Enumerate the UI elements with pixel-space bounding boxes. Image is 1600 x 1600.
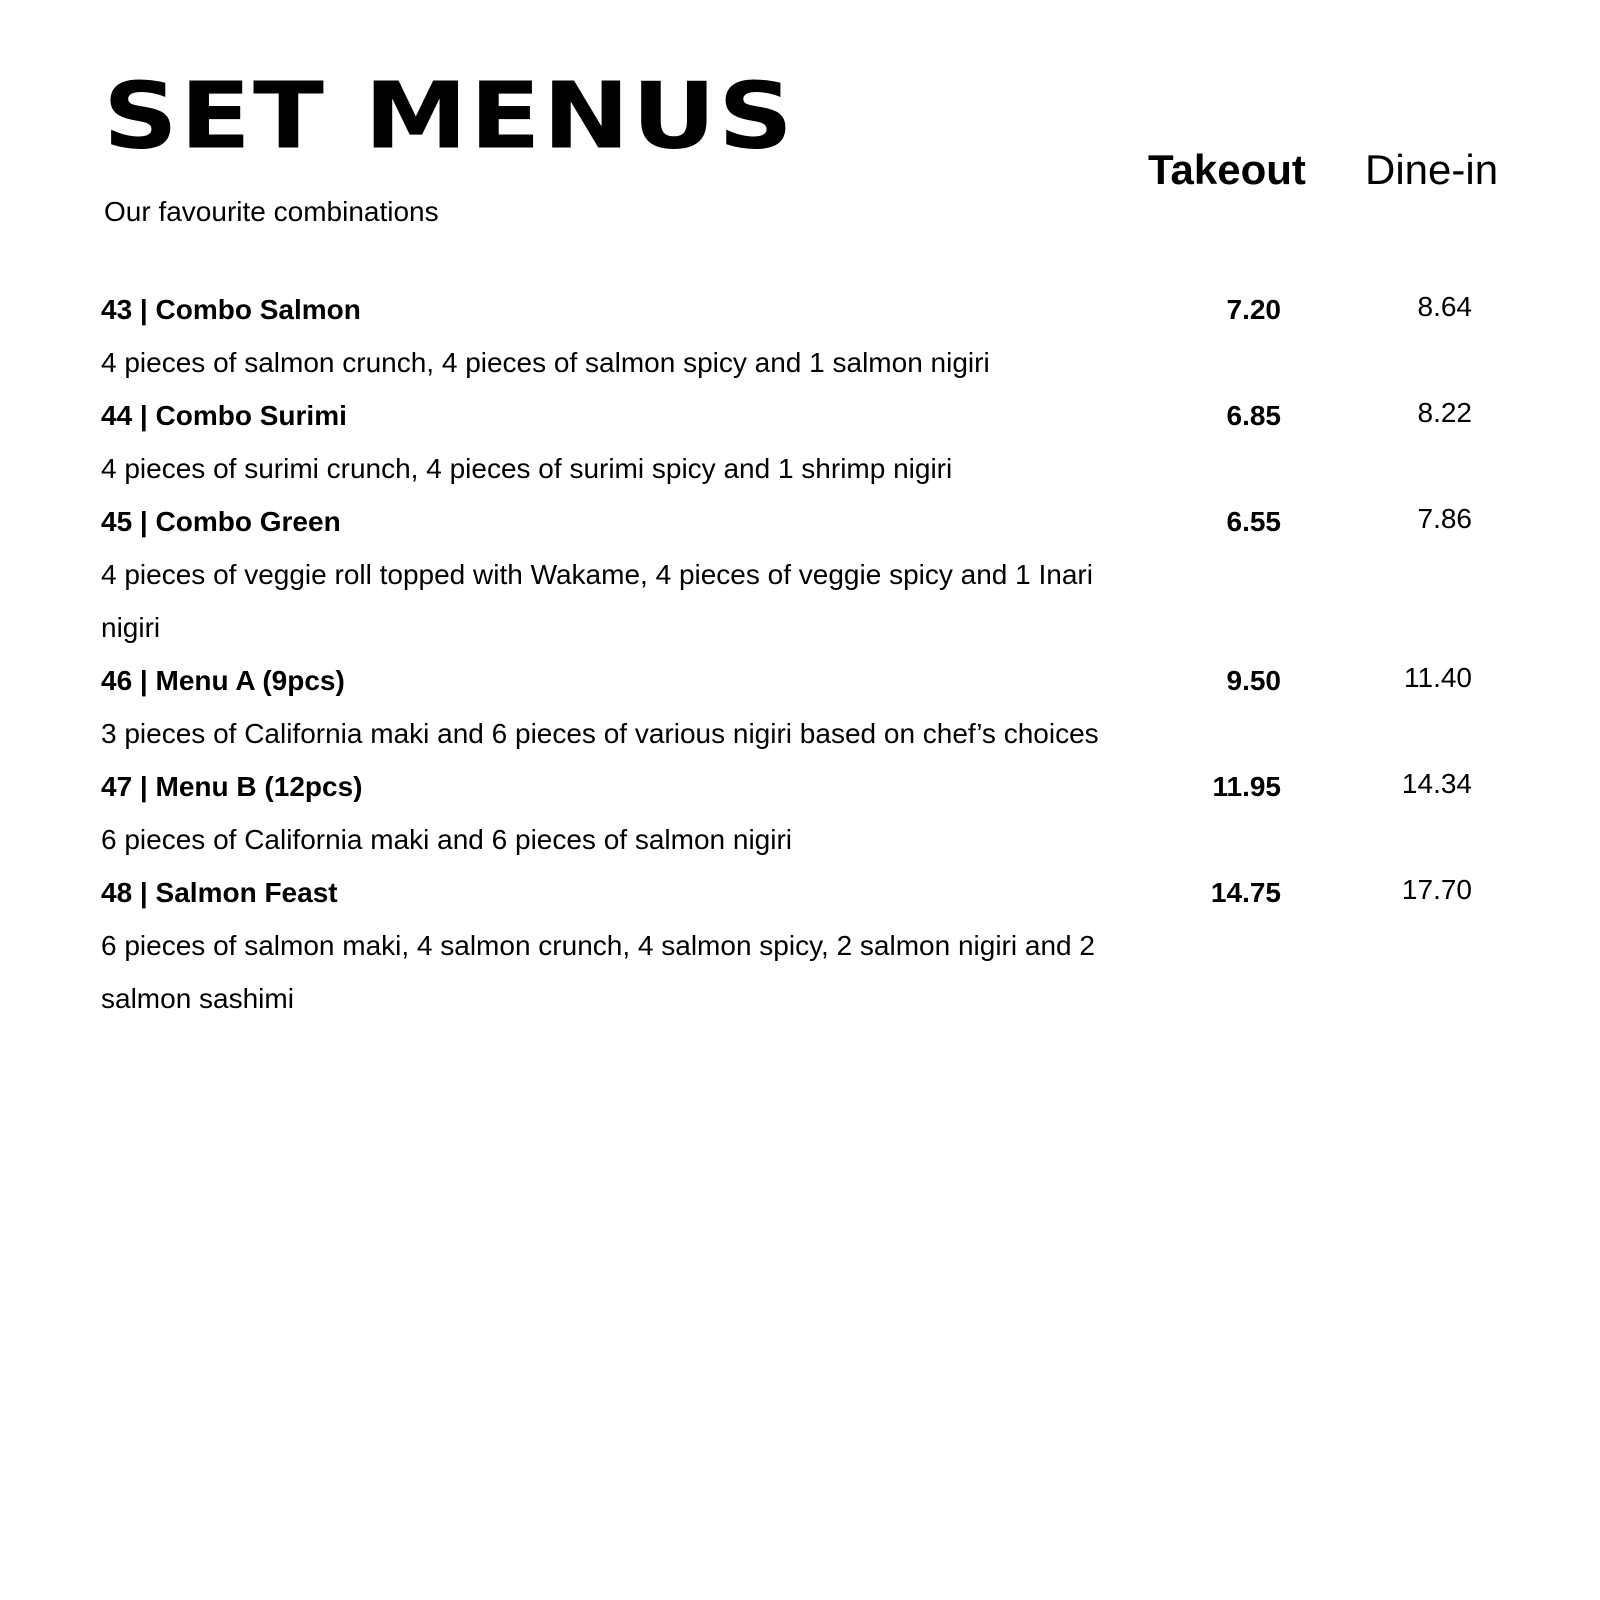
dinein-column-header: Dine-in	[1365, 146, 1499, 193]
takeout-price: 9.50	[1226, 665, 1281, 696]
dinein-price: 7.86	[1417, 503, 1472, 534]
item-description: 4 pieces of veggie roll topped with Wakame, 4 pieces of veggie spicy and 1 Inari nigiri	[101, 559, 1093, 643]
dinein-price: 14.34	[1401, 768, 1472, 799]
menu-item-47	[0, 760, 1600, 866]
dinein-price: 17.70	[1401, 874, 1472, 905]
item-description: 4 pieces of salmon crunch, 4 pieces of salmon spicy and 1 salmon nigiri	[101, 347, 990, 378]
item-description: 3 pieces of California maki and 6 pieces of various nigiri based on chef’s choices	[101, 718, 1099, 749]
item-description: 6 pieces of California maki and 6 pieces of salmon nigiri	[101, 824, 793, 855]
takeout-price: 14.75	[1210, 877, 1281, 908]
item-description: 4 pieces of surimi crunch, 4 pieces of surimi spicy and 1 shrimp nigiri	[101, 453, 953, 484]
takeout-column-header: Takeout	[1148, 146, 1306, 193]
takeout-price: 11.95	[1212, 771, 1281, 802]
item-name: 47 | Menu B (12pcs)	[101, 771, 363, 802]
item-name: 45 | Combo Green	[101, 506, 341, 537]
item-description: 6 pieces of salmon maki, 4 salmon crunch, 4 salmon spicy, 2 salmon nigiri and 2 salmon sashimi	[101, 930, 1095, 1014]
takeout-price: 7.20	[1226, 294, 1281, 325]
menu-item-48	[0, 866, 1600, 1025]
item-name: 48 | Salmon Feast	[101, 877, 338, 908]
menu-item-44	[0, 389, 1600, 495]
takeout-price: 6.85	[1226, 400, 1281, 431]
item-name: 44 | Combo Surimi	[101, 400, 347, 431]
page-title: SET MENUS	[103, 62, 796, 170]
item-name: 46 | Menu A (9pcs)	[101, 665, 345, 696]
menu-item-43	[0, 283, 1600, 389]
dinein-price: 8.64	[1417, 291, 1472, 322]
menu-list	[0, 283, 1600, 1025]
menu-item-45	[0, 495, 1600, 654]
item-name: 43 | Combo Salmon	[101, 294, 361, 325]
menu-item-46	[0, 654, 1600, 760]
dinein-price: 11.40	[1404, 662, 1472, 693]
dinein-price: 8.22	[1417, 397, 1472, 428]
page-subtitle: Our favourite combinations	[104, 196, 439, 227]
takeout-price: 6.55	[1226, 506, 1281, 537]
